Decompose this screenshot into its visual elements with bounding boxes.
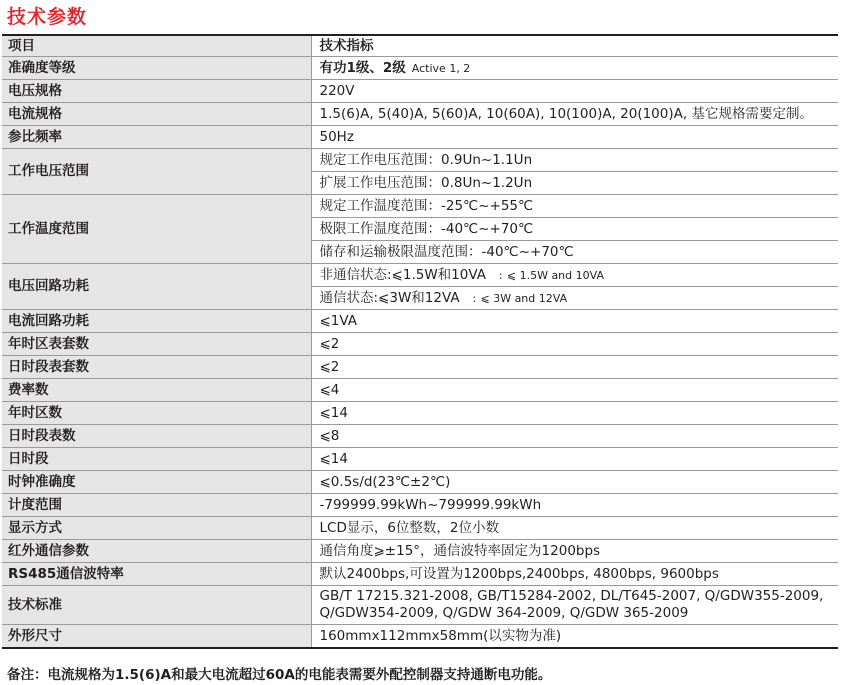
row-value: 默认2400bps,可设置为1200bps,2400bps, 4800bps, 9600bps <box>311 563 838 586</box>
table-row <box>2 402 838 425</box>
row-value <box>311 586 838 625</box>
row-value: ⩽2 <box>311 333 838 356</box>
row-label: 日时段表数 <box>2 425 311 448</box>
table-row <box>2 494 838 517</box>
header-item-cell: 项目 <box>2 35 311 57</box>
row-value: -799999.99kWh~799999.99kWh <box>311 494 838 517</box>
row-value <box>311 57 838 80</box>
row-value: ⩽0.5s/d(23℃±2℃) <box>311 471 838 494</box>
row-value <box>311 287 838 310</box>
row-label: 费率数 <box>2 379 311 402</box>
row-value: ⩽14 <box>311 402 838 425</box>
row-value: ⩽1VA <box>311 310 838 333</box>
table-row <box>2 103 838 126</box>
power-noncomm-english: ⩽ 1.5W and 10VA <box>506 268 604 282</box>
table-row <box>2 195 838 218</box>
row-value: 220V <box>311 80 838 103</box>
row-label: 年时区数 <box>2 402 311 425</box>
table-row <box>2 149 838 172</box>
row-value: ⩽8 <box>311 425 838 448</box>
table-row <box>2 379 838 402</box>
row-value: 扩展工作电压范围：0.8Un~1.2Un <box>311 172 838 195</box>
accuracy-english: Active 1, 2 <box>411 61 471 75</box>
row-value <box>311 264 838 287</box>
header-spec-cell: 技术指标 <box>311 35 838 57</box>
row-label: 电流规格 <box>2 103 311 126</box>
row-label: 技术标准 <box>2 586 311 625</box>
row-value: 160mmx112mmx58mm(以实物为准) <box>311 625 838 649</box>
row-label: 工作温度范围 <box>2 195 311 264</box>
table-row <box>2 448 838 471</box>
table-row <box>2 264 838 287</box>
row-label: 日时段 <box>2 448 311 471</box>
row-value: 规定工作电压范围：0.9Un~1.1Un <box>311 149 838 172</box>
row-value: LCD显示，6位整数，2位小数 <box>311 517 838 540</box>
spec-table <box>2 34 838 649</box>
row-label: 工作电压范围 <box>2 149 311 195</box>
footnote: 备注：电流规格为1.5(6)A和最大电流超过60A的电能表需要外配控制器支持通断电功能。 <box>7 667 552 683</box>
power-comm-english: ⩽ 3W and 12VA <box>480 291 568 305</box>
row-label: 日时段表套数 <box>2 356 311 379</box>
table-row <box>2 586 838 625</box>
row-label: 显示方式 <box>2 517 311 540</box>
table-row <box>2 57 838 80</box>
accuracy-value: 有功1级、2级 <box>319 59 406 76</box>
row-label: 准确度等级 <box>2 57 311 80</box>
row-value: 极限工作温度范围：-40℃~+70℃ <box>311 218 838 241</box>
table-row <box>2 356 838 379</box>
row-label: 计度范围 <box>2 494 311 517</box>
row-value: ⩽14 <box>311 448 838 471</box>
row-label: 参比频率 <box>2 126 311 149</box>
power-comm-text: 通信状态:⩽3W和12VA <box>319 289 460 306</box>
power-separator: : <box>472 291 477 305</box>
table-row <box>2 126 838 149</box>
power-noncomm-text: 非通信状态:⩽1.5W和10VA <box>319 266 486 283</box>
row-value: 50Hz <box>311 126 838 149</box>
table-row <box>2 333 838 356</box>
table-row <box>2 471 838 494</box>
table-row <box>2 310 838 333</box>
page-title: 技术参数 <box>7 6 88 28</box>
row-label: 电流回路功耗 <box>2 310 311 333</box>
standards-line-1: GB/T 17215.321-2008, GB/T15284-2002, DL/T645-2007, Q/GDW355-2009, <box>319 588 824 604</box>
row-label: 电压回路功耗 <box>2 264 311 310</box>
row-label: 电压规格 <box>2 80 311 103</box>
row-label: 外形尺寸 <box>2 625 311 649</box>
table-row <box>2 625 838 649</box>
row-value: ⩽2 <box>311 356 838 379</box>
row-label: 红外通信参数 <box>2 540 311 563</box>
row-label: RS485通信波特率 <box>2 563 311 586</box>
power-separator: : <box>498 268 503 282</box>
table-row <box>2 80 838 103</box>
row-value: 通信角度⩾±15°，通信波特率固定为1200bps <box>311 540 838 563</box>
row-label: 时钟准确度 <box>2 471 311 494</box>
standards-line-2: Q/GDW354-2009, Q/GDW 364-2009, Q/GDW 365-2009 <box>319 605 689 621</box>
row-value: 储存和运输极限温度范围：-40℃~+70℃ <box>311 241 838 264</box>
table-row <box>2 540 838 563</box>
row-value: 1.5(6)A, 5(40)A, 5(60)A, 10(60A), 10(100)A, 20(100)A, 基它规格需要定制。 <box>311 103 838 126</box>
row-value: 规定工作温度范围：-25℃~+55℃ <box>311 195 838 218</box>
table-row <box>2 563 838 586</box>
row-value: ⩽4 <box>311 379 838 402</box>
table-row <box>2 517 838 540</box>
table-row <box>2 425 838 448</box>
row-label: 年时区表套数 <box>2 333 311 356</box>
table-header-row <box>2 35 838 57</box>
